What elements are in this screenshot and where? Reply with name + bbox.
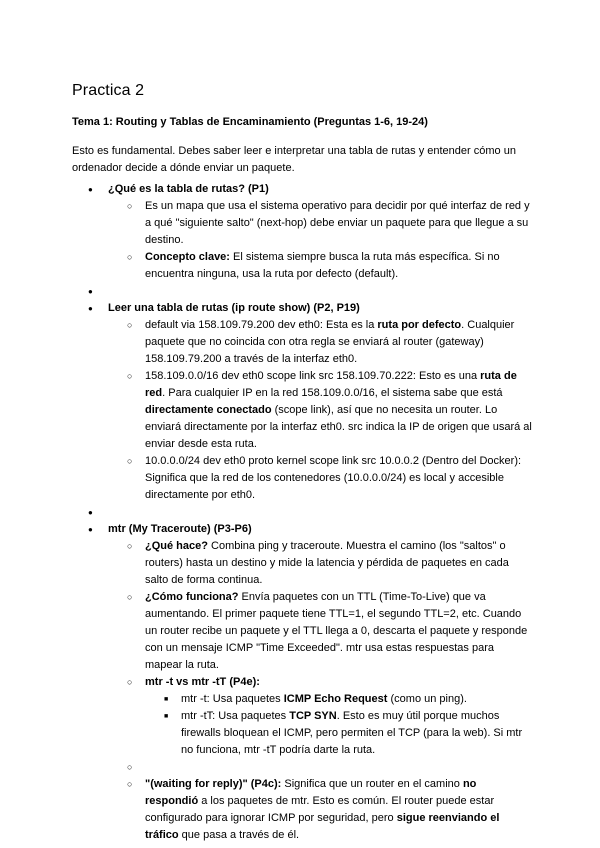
list-text: Combina ping y traceroute. Muestra el camino (los "saltos" o routers) hasta un destino y mide la latencia y pérdida de paquetes en cada salto de forma continua.	[145, 540, 509, 586]
bold-text: ruta de red	[145, 370, 517, 399]
bold-text: directamente conectado	[145, 404, 272, 416]
bold-text: "(waiting for reply)" (P4c):	[145, 778, 282, 790]
list-text: Es un mapa que usa el sistema operativo para decidir por qué interfaz de red y a qué "siguiente salto" (next-hop) debe enviar un paquete para que llegue a su destino.	[145, 200, 530, 246]
main-bullet-list	[72, 181, 532, 844]
empty-list-item	[72, 283, 532, 300]
list-text: . Cualquier paquete que no coincida con otra regla se enviará al router (gateway) 158.109.79.200 a través de la interfaz eth0.	[145, 319, 515, 365]
bold-text: TCP SYN	[289, 710, 337, 722]
list-text: mtr -tT: Usa paquetes	[181, 710, 290, 722]
list-item	[72, 181, 532, 283]
list-item	[108, 674, 532, 759]
list-text: a los paquetes de mtr. Esto es común. El router puede estar configurado para ignorar ICMP por seguridad, pero	[145, 795, 495, 824]
list-text: . Para cualquier IP en la red 158.109.0.0/16, el sistema sabe que está	[162, 387, 503, 399]
list-text: El sistema siempre busca la ruta más específica. Si no encuentra ninguna, usa la ruta por defecto (default).	[145, 251, 500, 280]
list-item	[108, 589, 532, 674]
list-item	[72, 300, 532, 504]
list-item	[108, 453, 532, 504]
bullet-heading: ¿Qué es la tabla de rutas? (P1)	[108, 183, 269, 195]
list-text: . Esto es muy útil porque muchos firewalls bloquean el ICMP, pero permiten el TCP (para la web). Si mtr no funciona, mtr -tT podría darte la ruta.	[181, 710, 523, 756]
list-item	[72, 521, 532, 844]
bold-text: no respondió	[145, 778, 477, 807]
bullet-heading: mtr (My Traceroute) (P3-P6)	[108, 523, 252, 535]
list-item	[108, 776, 532, 844]
list-item	[145, 691, 532, 708]
page-title: Practica 2	[72, 82, 145, 99]
list-text: (como un ping).	[387, 693, 467, 705]
bold-text: ICMP Echo Request	[283, 693, 388, 705]
bold-text: sigue reenviando el tráfico	[145, 812, 500, 841]
list-item	[108, 249, 532, 283]
bold-text: mtr -t vs mtr -tT (P4e):	[145, 676, 260, 688]
list-text: 158.109.0.0/16 dev eth0 scope link src 158.109.70.222: Esto es una	[145, 370, 481, 382]
list-item	[108, 198, 532, 249]
bullet-heading: Leer una tabla de rutas (ip route show) (P2, P19)	[108, 302, 360, 314]
bold-text: ruta por defecto	[377, 319, 462, 331]
list-text: 10.0.0.0/24 dev eth0 proto kernel scope link src 10.0.0.2 (Dentro del Docker): Significa que la red de los contenedores (10.0.0.0/24) es local y accesible directamente por eth0.	[145, 455, 522, 501]
list-text: mtr -t: Usa paquetes	[181, 693, 284, 705]
empty-list-item	[108, 759, 532, 776]
list-item	[145, 708, 532, 759]
bold-text: Concepto clave:	[145, 251, 230, 263]
list-text: (scope link), así que no necesita un router. Lo enviará directamente por la interfaz eth0. src indica la IP de origen que usará al enviar desde esta ruta.	[145, 404, 532, 450]
list-text: que pasa a través de él.	[178, 829, 300, 841]
list-item	[108, 538, 532, 589]
list-item	[108, 317, 532, 368]
section-subtitle: Tema 1: Routing y Tablas de Encaminamiento (Preguntas 1-6, 19-24)	[72, 116, 428, 128]
list-item	[108, 368, 532, 453]
empty-list-item	[72, 504, 532, 521]
list-text: Significa que un router en el camino	[281, 778, 463, 790]
bold-text: ¿Qué hace?	[145, 540, 208, 552]
list-text: Envía paquetes con un TTL (Time-To-Live) que va aumentando. El primer paquete tiene TTL=1, el segundo TTL=2, etc. Cuando un router recibe un paquete y el TTL llega a 0, descarta el paquete y responde con un mensaje ICMP "Time Exceeded". mtr usa estas respuestas para mapear la ruta.	[145, 591, 528, 671]
list-text: default via 158.109.79.200 dev eth0: Esta es la	[145, 319, 378, 331]
intro-paragraph: Esto es fundamental. Debes saber leer e interpretar una tabla de rutas y entender cómo un ordenador decide a dónde enviar un paquete.	[72, 145, 516, 174]
bold-text: ¿Cómo funciona?	[145, 591, 239, 603]
